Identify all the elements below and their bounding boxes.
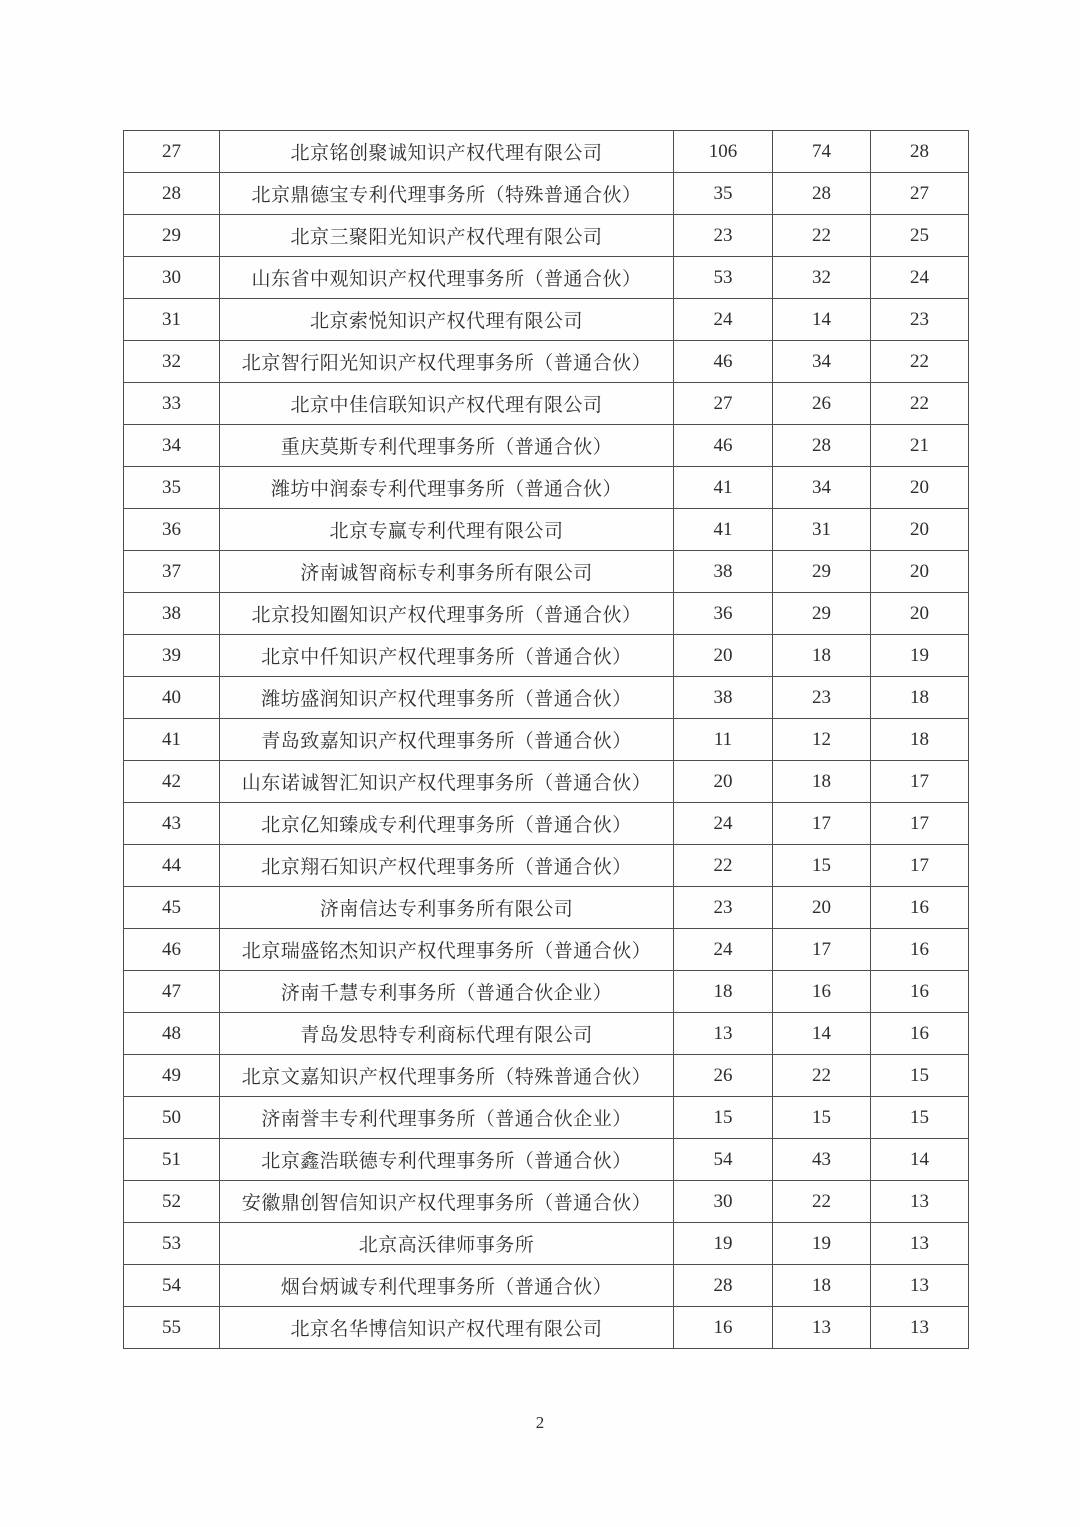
agency-name-cell: 北京投知圈知识产权代理事务所（普通合伙）	[220, 593, 674, 635]
table-row	[124, 131, 969, 173]
table-row	[124, 215, 969, 257]
value-2-cell: 28	[773, 425, 871, 467]
value-1-cell: 36	[674, 593, 773, 635]
value-3-cell: 14	[871, 1139, 969, 1181]
value-3-cell: 17	[871, 803, 969, 845]
value-1-cell: 18	[674, 971, 773, 1013]
row-number-cell: 36	[124, 509, 220, 551]
value-2-cell: 29	[773, 593, 871, 635]
value-2-cell: 26	[773, 383, 871, 425]
value-1-cell: 23	[674, 887, 773, 929]
row-number-cell: 51	[124, 1139, 220, 1181]
row-number-cell: 50	[124, 1097, 220, 1139]
row-number-cell: 38	[124, 593, 220, 635]
value-1-cell: 16	[674, 1307, 773, 1349]
value-1-cell: 53	[674, 257, 773, 299]
value-1-cell: 41	[674, 467, 773, 509]
value-1-cell: 38	[674, 551, 773, 593]
value-1-cell: 23	[674, 215, 773, 257]
row-number-cell: 34	[124, 425, 220, 467]
agency-name-cell: 北京鼎德宝专利代理事务所（特殊普通合伙）	[220, 173, 674, 215]
row-number-cell: 35	[124, 467, 220, 509]
agency-name-cell: 北京亿知臻成专利代理事务所（普通合伙）	[220, 803, 674, 845]
value-1-cell: 46	[674, 425, 773, 467]
value-2-cell: 17	[773, 803, 871, 845]
value-2-cell: 74	[773, 131, 871, 173]
value-3-cell: 15	[871, 1097, 969, 1139]
agency-name-cell: 北京文嘉知识产权代理事务所（特殊普通合伙）	[220, 1055, 674, 1097]
value-1-cell: 15	[674, 1097, 773, 1139]
row-number-cell: 49	[124, 1055, 220, 1097]
agency-name-cell: 青岛发思特专利商标代理有限公司	[220, 1013, 674, 1055]
table-row	[124, 173, 969, 215]
value-3-cell: 20	[871, 509, 969, 551]
value-3-cell: 15	[871, 1055, 969, 1097]
row-number-cell: 48	[124, 1013, 220, 1055]
row-number-cell: 29	[124, 215, 220, 257]
table-row	[124, 1097, 969, 1139]
row-number-cell: 54	[124, 1265, 220, 1307]
value-2-cell: 15	[773, 845, 871, 887]
value-1-cell: 20	[674, 635, 773, 677]
value-2-cell: 14	[773, 1013, 871, 1055]
value-1-cell: 41	[674, 509, 773, 551]
row-number-cell: 28	[124, 173, 220, 215]
row-number-cell: 37	[124, 551, 220, 593]
table-row	[124, 1181, 969, 1223]
value-3-cell: 21	[871, 425, 969, 467]
row-number-cell: 43	[124, 803, 220, 845]
table-row	[124, 467, 969, 509]
value-1-cell: 11	[674, 719, 773, 761]
value-2-cell: 43	[773, 1139, 871, 1181]
agency-name-cell: 北京鑫浩联德专利代理事务所（普通合伙）	[220, 1139, 674, 1181]
value-2-cell: 22	[773, 1181, 871, 1223]
table-row	[124, 383, 969, 425]
value-3-cell: 13	[871, 1223, 969, 1265]
row-number-cell: 53	[124, 1223, 220, 1265]
table-row	[124, 971, 969, 1013]
value-2-cell: 20	[773, 887, 871, 929]
value-2-cell: 22	[773, 1055, 871, 1097]
value-1-cell: 30	[674, 1181, 773, 1223]
value-2-cell: 22	[773, 215, 871, 257]
agency-name-cell: 北京瑞盛铭杰知识产权代理事务所（普通合伙）	[220, 929, 674, 971]
value-3-cell: 25	[871, 215, 969, 257]
value-2-cell: 19	[773, 1223, 871, 1265]
table-row	[124, 299, 969, 341]
row-number-cell: 47	[124, 971, 220, 1013]
agency-name-cell: 济南誉丰专利代理事务所（普通合伙企业）	[220, 1097, 674, 1139]
value-2-cell: 23	[773, 677, 871, 719]
table-row	[124, 803, 969, 845]
table-row	[124, 509, 969, 551]
value-1-cell: 106	[674, 131, 773, 173]
value-3-cell: 13	[871, 1307, 969, 1349]
row-number-cell: 41	[124, 719, 220, 761]
agency-table	[123, 130, 969, 1349]
value-2-cell: 14	[773, 299, 871, 341]
table-row	[124, 551, 969, 593]
row-number-cell: 33	[124, 383, 220, 425]
row-number-cell: 32	[124, 341, 220, 383]
table-row	[124, 1307, 969, 1349]
agency-name-cell: 北京翔石知识产权代理事务所（普通合伙）	[220, 845, 674, 887]
row-number-cell: 40	[124, 677, 220, 719]
value-3-cell: 16	[871, 971, 969, 1013]
value-2-cell: 16	[773, 971, 871, 1013]
agency-name-cell: 北京索悦知识产权代理有限公司	[220, 299, 674, 341]
value-2-cell: 28	[773, 173, 871, 215]
table-row	[124, 929, 969, 971]
value-3-cell: 16	[871, 1013, 969, 1055]
agency-name-cell: 潍坊盛润知识产权代理事务所（普通合伙）	[220, 677, 674, 719]
row-number-cell: 45	[124, 887, 220, 929]
table-row	[124, 1223, 969, 1265]
agency-name-cell: 重庆莫斯专利代理事务所（普通合伙）	[220, 425, 674, 467]
agency-name-cell: 山东省中观知识产权代理事务所（普通合伙）	[220, 257, 674, 299]
value-3-cell: 19	[871, 635, 969, 677]
agency-name-cell: 济南千慧专利事务所（普通合伙企业）	[220, 971, 674, 1013]
value-2-cell: 12	[773, 719, 871, 761]
value-3-cell: 16	[871, 887, 969, 929]
agency-name-cell: 烟台炳诚专利代理事务所（普通合伙）	[220, 1265, 674, 1307]
value-1-cell: 46	[674, 341, 773, 383]
value-1-cell: 28	[674, 1265, 773, 1307]
value-2-cell: 15	[773, 1097, 871, 1139]
value-2-cell: 31	[773, 509, 871, 551]
row-number-cell: 52	[124, 1181, 220, 1223]
value-3-cell: 20	[871, 467, 969, 509]
agency-name-cell: 山东诺诚智汇知识产权代理事务所（普通合伙）	[220, 761, 674, 803]
value-1-cell: 24	[674, 803, 773, 845]
agency-name-cell: 北京中仟知识产权代理事务所（普通合伙）	[220, 635, 674, 677]
value-2-cell: 18	[773, 761, 871, 803]
agency-name-cell: 北京智行阳光知识产权代理事务所（普通合伙）	[220, 341, 674, 383]
value-3-cell: 16	[871, 929, 969, 971]
table-row	[124, 341, 969, 383]
table-row	[124, 677, 969, 719]
row-number-cell: 42	[124, 761, 220, 803]
value-3-cell: 20	[871, 593, 969, 635]
agency-name-cell: 北京名华博信知识产权代理有限公司	[220, 1307, 674, 1349]
value-2-cell: 18	[773, 635, 871, 677]
value-3-cell: 13	[871, 1181, 969, 1223]
value-2-cell: 18	[773, 1265, 871, 1307]
value-1-cell: 27	[674, 383, 773, 425]
table-row	[124, 425, 969, 467]
value-3-cell: 17	[871, 845, 969, 887]
value-2-cell: 13	[773, 1307, 871, 1349]
table-row	[124, 257, 969, 299]
value-3-cell: 13	[871, 1265, 969, 1307]
table-row	[124, 1265, 969, 1307]
agency-name-cell: 潍坊中润泰专利代理事务所（普通合伙）	[220, 467, 674, 509]
value-2-cell: 29	[773, 551, 871, 593]
table-row	[124, 1055, 969, 1097]
table-row	[124, 845, 969, 887]
value-1-cell: 38	[674, 677, 773, 719]
agency-name-cell: 北京铭创聚诚知识产权代理有限公司	[220, 131, 674, 173]
row-number-cell: 44	[124, 845, 220, 887]
value-1-cell: 35	[674, 173, 773, 215]
value-2-cell: 32	[773, 257, 871, 299]
table-row	[124, 1013, 969, 1055]
row-number-cell: 31	[124, 299, 220, 341]
table-row	[124, 593, 969, 635]
value-3-cell: 23	[871, 299, 969, 341]
table-row	[124, 761, 969, 803]
value-3-cell: 22	[871, 383, 969, 425]
agency-name-cell: 济南诚智商标专利事务所有限公司	[220, 551, 674, 593]
row-number-cell: 46	[124, 929, 220, 971]
agency-name-cell: 安徽鼎创智信知识产权代理事务所（普通合伙）	[220, 1181, 674, 1223]
value-3-cell: 27	[871, 173, 969, 215]
value-1-cell: 24	[674, 299, 773, 341]
value-3-cell: 20	[871, 551, 969, 593]
value-1-cell: 19	[674, 1223, 773, 1265]
row-number-cell: 30	[124, 257, 220, 299]
value-2-cell: 34	[773, 467, 871, 509]
value-2-cell: 34	[773, 341, 871, 383]
value-3-cell: 22	[871, 341, 969, 383]
agency-name-cell: 北京三聚阳光知识产权代理有限公司	[220, 215, 674, 257]
table-row	[124, 719, 969, 761]
value-1-cell: 20	[674, 761, 773, 803]
agency-name-cell: 北京专赢专利代理有限公司	[220, 509, 674, 551]
value-3-cell: 24	[871, 257, 969, 299]
value-3-cell: 18	[871, 677, 969, 719]
value-1-cell: 54	[674, 1139, 773, 1181]
table-row	[124, 635, 969, 677]
agency-name-cell: 北京中佳信联知识产权代理有限公司	[220, 383, 674, 425]
value-3-cell: 28	[871, 131, 969, 173]
agency-table-body	[124, 131, 969, 1349]
agency-name-cell: 济南信达专利事务所有限公司	[220, 887, 674, 929]
value-2-cell: 17	[773, 929, 871, 971]
agency-name-cell: 青岛致嘉知识产权代理事务所（普通合伙）	[220, 719, 674, 761]
value-1-cell: 13	[674, 1013, 773, 1055]
row-number-cell: 55	[124, 1307, 220, 1349]
value-3-cell: 17	[871, 761, 969, 803]
value-3-cell: 18	[871, 719, 969, 761]
value-1-cell: 26	[674, 1055, 773, 1097]
value-1-cell: 24	[674, 929, 773, 971]
table-row	[124, 1139, 969, 1181]
page-number: 2	[535, 1413, 545, 1432]
table-row	[124, 887, 969, 929]
value-1-cell: 22	[674, 845, 773, 887]
row-number-cell: 39	[124, 635, 220, 677]
row-number-cell: 27	[124, 131, 220, 173]
agency-name-cell: 北京高沃律师事务所	[220, 1223, 674, 1265]
